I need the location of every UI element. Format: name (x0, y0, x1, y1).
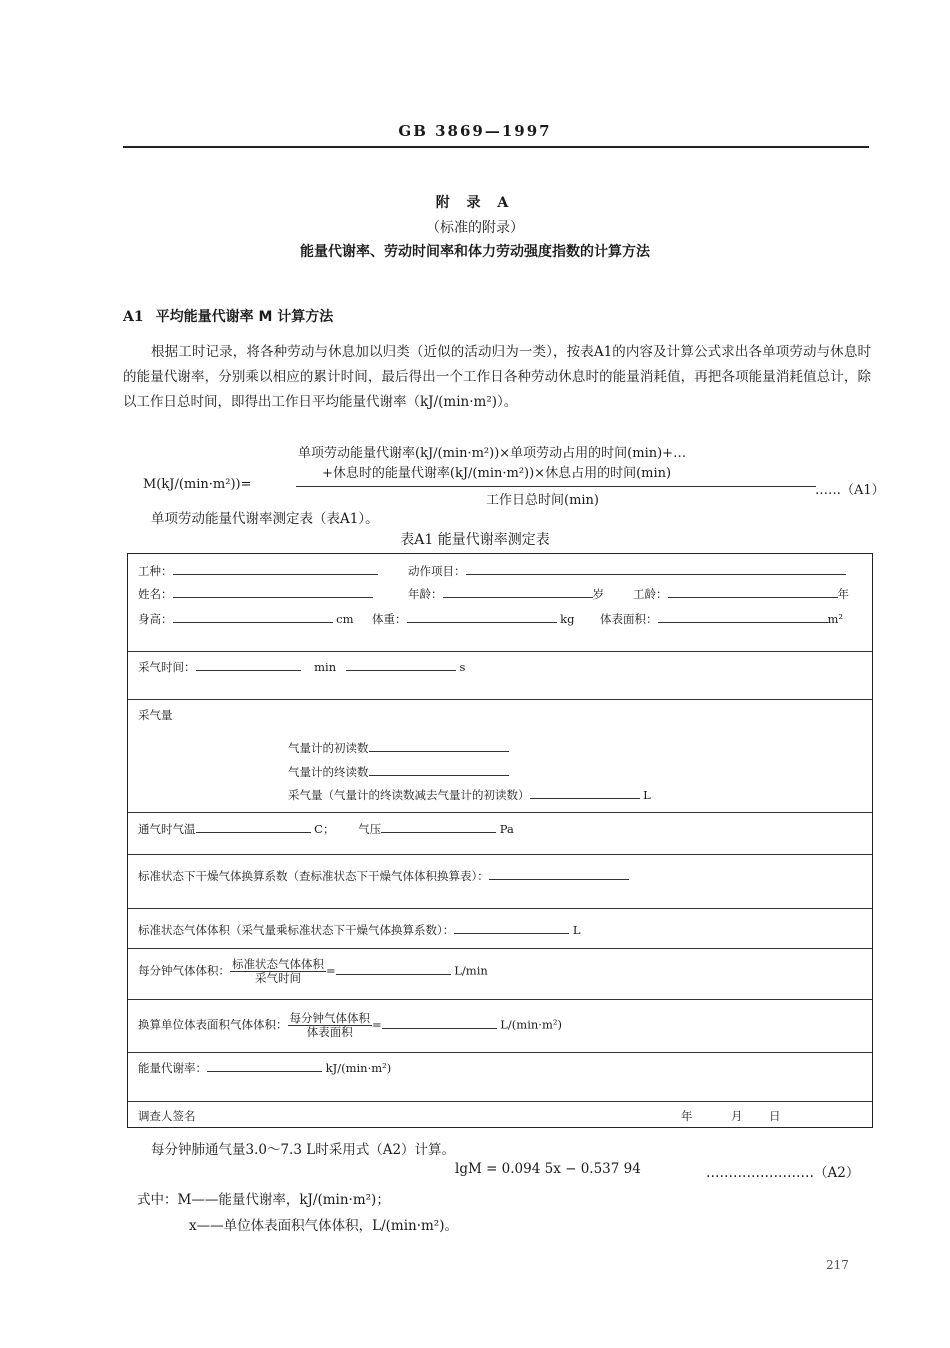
sampling-time-field (138, 658, 465, 675)
per-area-eq: = (372, 1017, 382, 1032)
per-minute-fraction (230, 958, 326, 985)
gas-volume-unit: L (643, 788, 651, 802)
standard-number: GB 3869—1997 (398, 122, 552, 140)
height-unit: cm (336, 612, 354, 626)
per-area-blank[interactable] (382, 1016, 497, 1029)
std-volume-blank[interactable] (454, 921, 569, 934)
pressure-unit: Pa (499, 822, 514, 836)
sampling-time-min-blank[interactable] (196, 658, 301, 671)
row-divider (128, 651, 872, 652)
where-m: 式中：M——能量代谢率，kJ/(min·m²)； (137, 1192, 390, 1208)
pressure-label: 气压 (358, 822, 382, 836)
row-divider (128, 699, 872, 700)
row-divider (128, 908, 872, 909)
name-label: 姓名： (138, 587, 173, 601)
initial-reading-field (288, 739, 509, 756)
age-unit: 岁 (592, 587, 604, 601)
per-area-numerator: 每分钟气体体积 (289, 1011, 370, 1025)
energy-rate-field (138, 1059, 391, 1076)
action-item-field (408, 562, 846, 579)
per-minute-label: 每分钟气体体积： (138, 963, 230, 978)
body-area-label: 体表面积： (600, 612, 658, 626)
initial-reading-blank[interactable] (369, 739, 509, 752)
seniority-blank[interactable] (668, 585, 838, 598)
gas-volume-desc: 采气量（气量计的终读数减去气量计的初读数） (288, 788, 530, 802)
section-a1-paragraph: 根据工时记录，将各种劳动与休息加以归类（近似的活动归为一类），按表A1的内容及计算公式求出各单项劳动与休息时的能量代谢率，分别乘以相应的累计时间，最后得出一个工作日各种劳动休息时的能量消耗值，再把各项能量消耗值总计，除以工作日总时间，即得出工作日平均能量代谢率（kJ/(min·m²)）。 (123, 344, 871, 410)
row-divider (128, 1101, 872, 1102)
section-number: A1 (123, 309, 144, 325)
formula-numerator-line1: 单项劳动能量代谢率(kJ/(min·m²))×单项劳动占用的时间(min)+… (298, 446, 687, 461)
appendix-subtitle: （标准的附录） (426, 220, 524, 236)
gas-volume-field (288, 786, 651, 803)
date-month-label: 月 (731, 1109, 743, 1123)
age-field (408, 585, 604, 602)
work-type-label: 工种： (138, 564, 173, 578)
per-minute-numerator: 标准状态气体体积 (232, 957, 324, 971)
per-minute-blank[interactable] (336, 962, 451, 975)
name-blank[interactable] (173, 585, 373, 598)
per-minute-denominator: 采气时间 (255, 971, 301, 985)
energy-rate-unit: kJ/(min·m²) (325, 1061, 392, 1075)
initial-reading-label: 气量计的初读数 (288, 741, 369, 755)
energy-rate-blank[interactable] (207, 1059, 322, 1072)
a2-tag: ……………………（A2） (706, 1165, 860, 1181)
sampling-time-s-unit: s (459, 660, 466, 674)
final-reading-blank[interactable] (369, 763, 509, 776)
date-day-label: 日 (769, 1109, 781, 1123)
formula-numerator-line2: +休息时的能量代谢率(kJ/(min·m²))×休息占用的时间(min) (322, 466, 672, 481)
formula-lhs: M(kJ/(min·m²))= (143, 477, 252, 492)
row-divider (128, 812, 872, 813)
work-type-field (138, 562, 378, 579)
surveyor-signature-label: 调查人签名 (138, 1109, 196, 1123)
age-label: 年龄： (408, 587, 443, 601)
std-volume-field (138, 921, 581, 938)
per-area-denominator: 体表面积 (306, 1025, 353, 1039)
sampling-time-label: 采气时间： (138, 660, 196, 674)
name-field (138, 585, 373, 602)
row-divider (128, 854, 872, 855)
body-area-unit: m² (827, 612, 844, 626)
action-item-blank[interactable] (466, 562, 846, 575)
per-area-label: 换算单位体表面积气体体积： (138, 1017, 288, 1032)
ventilation-temp-unit: C； (314, 822, 335, 836)
where-x: x——单位体表面积气体体积，L/(min·m²)。 (189, 1218, 458, 1234)
height-label: 身高： (138, 612, 173, 626)
body-area-field (600, 610, 843, 627)
sampling-time-s-blank[interactable] (346, 658, 456, 671)
final-reading-field (288, 763, 509, 780)
header-rule (123, 146, 869, 148)
a2-equation: lgM = 0.094 5x − 0.537 94 (455, 1161, 641, 1177)
appendix-main-title: 能量代谢率、劳动时间率和体力劳动强度指数的计算方法 (300, 244, 650, 260)
weight-unit: kg (560, 612, 575, 626)
ventilation-temp-label: 通气时气温 (138, 822, 196, 836)
formula-tag: ……（A1） (815, 483, 885, 498)
date-year-label: 年 (681, 1109, 693, 1123)
sampling-time-min-unit: min (314, 660, 337, 674)
conversion-factor-blank[interactable] (489, 867, 629, 880)
row-divider (128, 999, 872, 1000)
weight-field (372, 610, 575, 627)
table-reference: 单项劳动能量代谢率测定表（表A1）。 (151, 511, 379, 527)
row-divider (128, 948, 872, 949)
weight-blank[interactable] (407, 610, 557, 623)
weight-label: 体重： (372, 612, 407, 626)
per-area-fraction (288, 1012, 373, 1039)
action-item-label: 动作项目： (408, 564, 466, 578)
std-volume-label: 标准状态气体体积（采气量乘标准状态下干燥气体换算系数）： (138, 923, 455, 937)
per-minute-unit: L/min (454, 963, 488, 978)
body-area-blank[interactable] (658, 610, 828, 623)
height-blank[interactable] (173, 610, 333, 623)
table-caption: 表A1 能量代谢率测定表 (400, 532, 550, 548)
seniority-field (633, 585, 849, 602)
per-minute-field (138, 958, 488, 985)
ventilation-temp-blank[interactable] (196, 820, 311, 833)
per-area-field (138, 1012, 562, 1039)
age-blank[interactable] (443, 585, 593, 598)
measurement-form (127, 553, 873, 1128)
work-type-blank[interactable] (173, 562, 378, 575)
pressure-blank[interactable] (381, 820, 496, 833)
final-reading-label: 气量计的终读数 (288, 765, 369, 779)
per-area-unit: L/(min·m²) (500, 1017, 562, 1032)
ventilation-field (138, 820, 514, 837)
conversion-factor-field (138, 867, 629, 884)
gas-volume-blank[interactable] (530, 786, 640, 799)
section-a1-heading (123, 306, 333, 326)
per-minute-eq: = (326, 963, 336, 978)
a2-intro: 每分钟肺通气量3.0～7.3 L时采用式（A2）计算。 (151, 1142, 456, 1158)
formula-fraction-bar (296, 486, 816, 487)
row-divider (128, 1052, 872, 1053)
appendix-title: 附 录 A (435, 195, 515, 211)
section-title: 平均能量代谢率 M 计算方法 (155, 309, 334, 325)
page-number: 217 (826, 1258, 849, 1272)
height-field (138, 610, 354, 627)
energy-rate-label: 能量代谢率： (138, 1061, 207, 1075)
seniority-unit: 年 (837, 587, 849, 601)
std-volume-unit: L (572, 923, 581, 937)
seniority-label: 工龄： (633, 587, 668, 601)
formula-denominator: 工作日总时间(min) (486, 493, 600, 508)
gas-volume-label: 采气量 (138, 708, 173, 722)
conversion-factor-label: 标准状态下干燥气体换算系数（查标准状态下干燥气体体积换算表）： (138, 869, 489, 883)
